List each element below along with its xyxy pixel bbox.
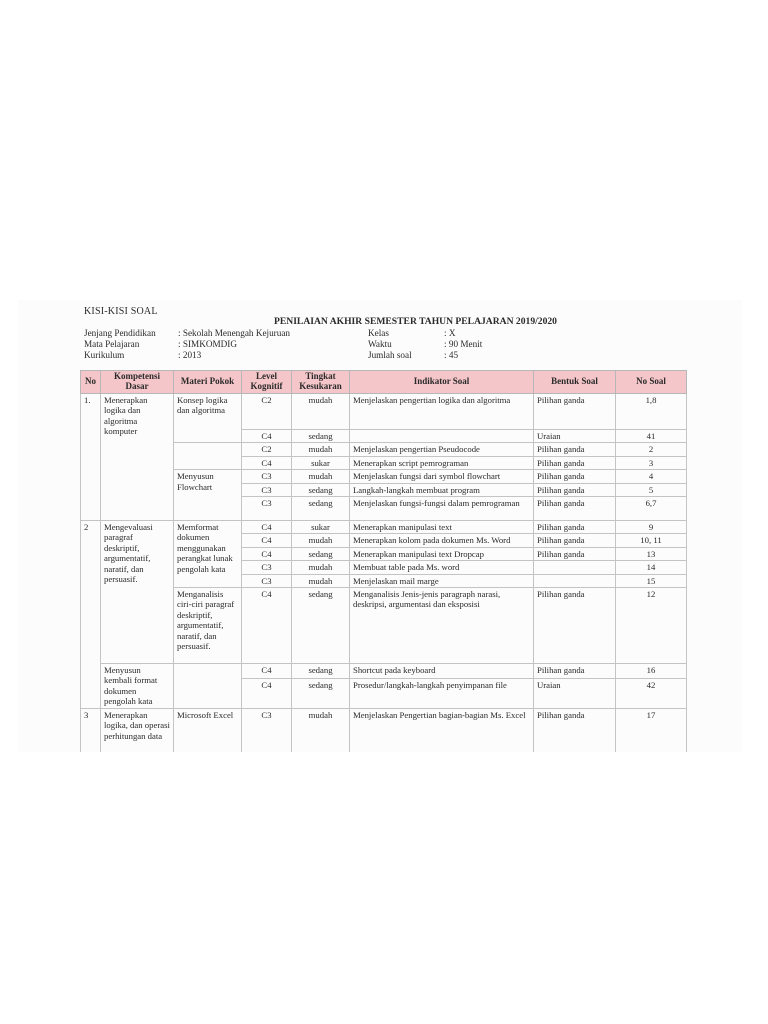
nosoal-cell: 6,7	[616, 497, 687, 521]
indikator-cell: Menjelaskan mail marge	[350, 574, 534, 587]
meta-right-labels	[368, 328, 412, 362]
nosoal-cell: 5	[616, 483, 687, 496]
document-label: KISI-KISI SOAL	[84, 306, 158, 317]
row-number: 1.	[81, 394, 101, 521]
bentuk-cell: Uraian	[534, 678, 616, 708]
indikator-cell: Langkah-langkah membuat program	[350, 483, 534, 496]
bentuk-cell: Pilihan ganda	[534, 394, 616, 430]
bentuk-cell: Pilihan ganda	[534, 547, 616, 560]
meta-right-values	[444, 328, 482, 362]
indikator-cell: Membuat table pada Ms. word	[350, 561, 534, 574]
materi-pokok-cell: Microsoft Excel	[174, 708, 242, 752]
level-cell: C3	[242, 497, 292, 521]
table-row	[81, 708, 687, 752]
kisi-table	[80, 370, 687, 752]
level-cell: C3	[242, 470, 292, 483]
indikator-cell: Menerapkan script pemrograman	[350, 456, 534, 469]
column-header: Kompetensi Dasar	[101, 371, 174, 394]
meta-value: : 45	[444, 350, 459, 361]
tingkat-cell: mudah	[292, 708, 350, 752]
bentuk-cell: Pilihan ganda	[534, 664, 616, 679]
tingkat-cell: sedang	[292, 664, 350, 679]
meta-label: Mata Pelajaran	[84, 339, 140, 350]
document-title: PENILAIAN AKHIR SEMESTER TAHUN PELAJARAN 2019/2020	[274, 316, 557, 327]
indikator-cell: Shortcut pada keyboard	[350, 664, 534, 679]
level-cell: C4	[242, 456, 292, 469]
level-cell: C4	[242, 534, 292, 547]
nosoal-cell: 14	[616, 561, 687, 574]
column-header: Bentuk Soal	[534, 371, 616, 394]
meta-label: Jumlah soal	[368, 350, 412, 361]
indikator-cell: Menjelaskan pengertian Pseudocode	[350, 443, 534, 456]
bentuk-cell: Pilihan ganda	[534, 497, 616, 521]
tingkat-cell: sukar	[292, 456, 350, 469]
meta-left-labels	[84, 328, 156, 362]
level-cell: C3	[242, 561, 292, 574]
level-cell: C3	[242, 574, 292, 587]
table-row	[81, 664, 687, 679]
tingkat-cell: sukar	[292, 521, 350, 534]
meta-value: : 2013	[178, 350, 202, 361]
column-header: Indikator Soal	[350, 371, 534, 394]
bentuk-cell: Pilihan ganda	[534, 708, 616, 752]
indikator-cell	[350, 430, 534, 443]
nosoal-cell: 1,8	[616, 394, 687, 430]
table-row	[81, 394, 687, 430]
column-header: No Soal	[616, 371, 687, 394]
materi-pokok-cell	[174, 664, 242, 709]
meta-value: : X	[444, 328, 456, 338]
row-number: 3	[81, 708, 101, 752]
meta-label: Waktu	[368, 339, 392, 350]
column-header: No	[81, 371, 101, 394]
tingkat-cell: mudah	[292, 394, 350, 430]
tingkat-cell: mudah	[292, 443, 350, 456]
table-row	[81, 521, 687, 534]
tingkat-cell: mudah	[292, 574, 350, 587]
bentuk-cell: Pilihan ganda	[534, 588, 616, 664]
nosoal-cell: 2	[616, 443, 687, 456]
level-cell: C4	[242, 664, 292, 679]
nosoal-cell: 15	[616, 574, 687, 587]
level-cell: C3	[242, 483, 292, 496]
materi-pokok-cell: Memformat dokumen menggunakan perangkat lunak pengolah kata	[174, 521, 242, 588]
tingkat-cell: sedang	[292, 483, 350, 496]
meta-value: : Sekolah Menengah Kejuruan	[178, 328, 291, 338]
nosoal-cell: 17	[616, 708, 687, 752]
bentuk-cell: Uraian	[534, 430, 616, 443]
tingkat-cell: sedang	[292, 497, 350, 521]
level-cell: C4	[242, 521, 292, 534]
tingkat-cell: sedang	[292, 588, 350, 664]
indikator-cell: Menjelaskan fungsi dari symbol flowchart	[350, 470, 534, 483]
materi-pokok-cell	[174, 443, 242, 470]
level-cell: C3	[242, 708, 292, 752]
indikator-cell: Menganalisis Jenis-jenis paragraph narasi, deskripsi, argumentasi dan eksposisi	[350, 588, 534, 664]
level-cell: C2	[242, 394, 292, 430]
nosoal-cell: 16	[616, 664, 687, 679]
nosoal-cell: 13	[616, 547, 687, 560]
level-cell: C4	[242, 678, 292, 708]
column-header: Materi Pokok	[174, 371, 242, 394]
kompetensi-dasar-cell: Menyusun kembali format dokumen pengolah kata	[101, 664, 174, 709]
bentuk-cell	[534, 561, 616, 574]
nosoal-cell: 12	[616, 588, 687, 664]
nosoal-cell: 3	[616, 456, 687, 469]
tingkat-cell: sedang	[292, 430, 350, 443]
materi-pokok-cell: Menganalisis ciri-ciri paragraf deskriptif, argumentatif, naratif, dan persuasif.	[174, 588, 242, 664]
nosoal-cell: 41	[616, 430, 687, 443]
indikator-cell: Menerapkan manipulasi text Dropcap	[350, 547, 534, 560]
indikator-cell: Menjelaskan Pengertian bagian-bagian Ms. Excel	[350, 708, 534, 752]
level-cell: C4	[242, 547, 292, 560]
indikator-cell: Menjelaskan fungsi-fungsi dalam pemrograman	[350, 497, 534, 521]
bentuk-cell: Pilihan ganda	[534, 483, 616, 496]
tingkat-cell: mudah	[292, 470, 350, 483]
indikator-cell: Menerapkan kolom pada dokumen Ms. Word	[350, 534, 534, 547]
kompetensi-dasar-cell: Mengevaluasi paragraf deskriptif, argumentatif, naratif, dan persuasif.	[101, 521, 174, 664]
indikator-cell: Menjelaskan pengertian logika dan algoritma	[350, 394, 534, 430]
nosoal-cell: 4	[616, 470, 687, 483]
indikator-cell: Prosedur/langkah-langkah penyimpanan file	[350, 678, 534, 708]
materi-pokok-cell: Menyusun Flowchart	[174, 470, 242, 521]
meta-label: Kelas	[368, 328, 389, 338]
document-page	[18, 300, 742, 752]
bentuk-cell	[534, 574, 616, 587]
table-header-row	[81, 371, 687, 394]
meta-left-values	[178, 328, 290, 362]
bentuk-cell: Pilihan ganda	[534, 443, 616, 456]
meta-label: Jenjang Pendidikan	[84, 328, 156, 338]
nosoal-cell: 42	[616, 678, 687, 708]
column-header: Level Kognitif	[242, 371, 292, 394]
bentuk-cell: Pilihan ganda	[534, 470, 616, 483]
kompetensi-dasar-cell: Menerapkan logika dan algoritma komputer	[101, 394, 174, 521]
meta-value: : 90 Menit	[444, 339, 483, 350]
tingkat-cell: mudah	[292, 534, 350, 547]
level-cell: C2	[242, 443, 292, 456]
tingkat-cell: mudah	[292, 561, 350, 574]
bentuk-cell: Pilihan ganda	[534, 521, 616, 534]
materi-pokok-cell: Konsep logika dan algoritma	[174, 394, 242, 443]
nosoal-cell: 9	[616, 521, 687, 534]
tingkat-cell: sedang	[292, 678, 350, 708]
meta-value: : SIMKOMDIG	[178, 339, 237, 350]
nosoal-cell: 10, 11	[616, 534, 687, 547]
level-cell: C4	[242, 430, 292, 443]
level-cell: C4	[242, 588, 292, 664]
column-header: Tingkat Kesukaran	[292, 371, 350, 394]
meta-label: Kurikulum	[84, 350, 125, 361]
indikator-cell: Menerapkan manipulasi text	[350, 521, 534, 534]
kompetensi-dasar-cell: Menerapkan logika, dan operasi perhitungan data	[101, 708, 174, 752]
bentuk-cell: Pilihan ganda	[534, 534, 616, 547]
row-number: 2	[81, 521, 101, 709]
tingkat-cell: sedang	[292, 547, 350, 560]
bentuk-cell: Pilihan ganda	[534, 456, 616, 469]
